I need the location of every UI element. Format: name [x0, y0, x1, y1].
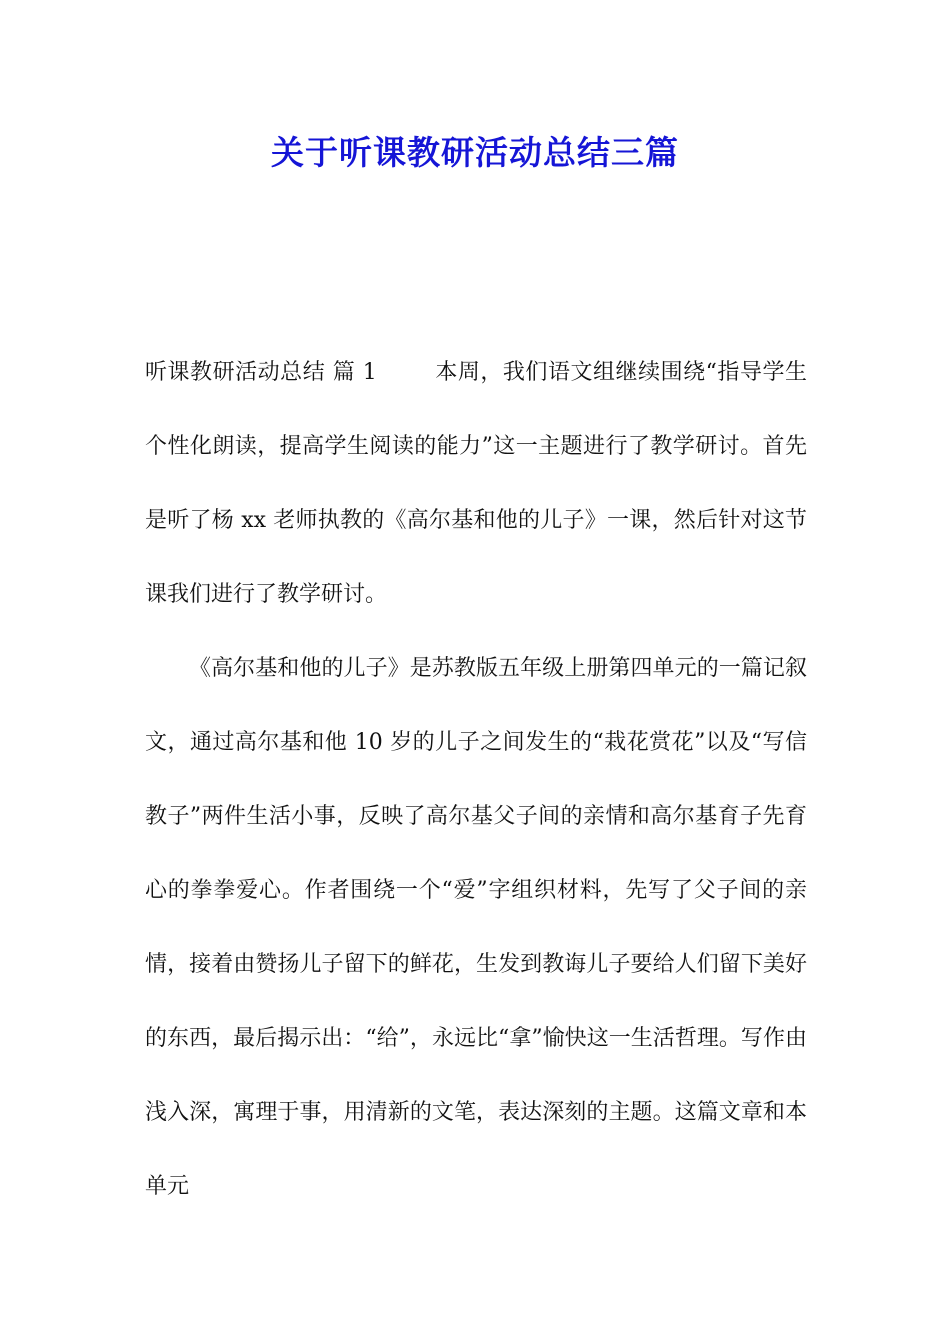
document-body: [145, 336, 807, 1224]
paragraph-1: [145, 336, 807, 632]
paragraph-1-text: 本周，我们语文组继续围绕“指导学生个性化朗读，提高学生阅读的能力”这一主题进行了教学研讨。首先是听了杨 xx 老师执教的《高尔基和他的儿子》一课，然后针对这节课我们进行了教学研讨。: [145, 360, 808, 607]
section-heading: 听课教研活动总结 篇 1: [145, 360, 377, 385]
paragraph-2: 《高尔基和他的儿子》是苏教版五年级上册第四单元的一篇记叙文，通过高尔基和他 10 岁的儿子之间发生的“栽花赏花”以及“写信教子”两件生活小事，反映了高尔基父子间的亲情和高尔基育子先育心的拳拳爱心。作者围绕一个“爱”字组织材料，先写了父子间的亲情，接着由赞扬儿子留下的鲜花，生发到教诲儿子要给人们留下美好的东西，最后揭示出：“给”，永远比“拿”愉快这一生活哲理。写作由浅入深，寓理于事，用清新的文笔，表达深刻的主题。这篇文章和本单元: [145, 656, 807, 1199]
document-title: 关于听课教研活动总结三篇: [271, 133, 679, 172]
